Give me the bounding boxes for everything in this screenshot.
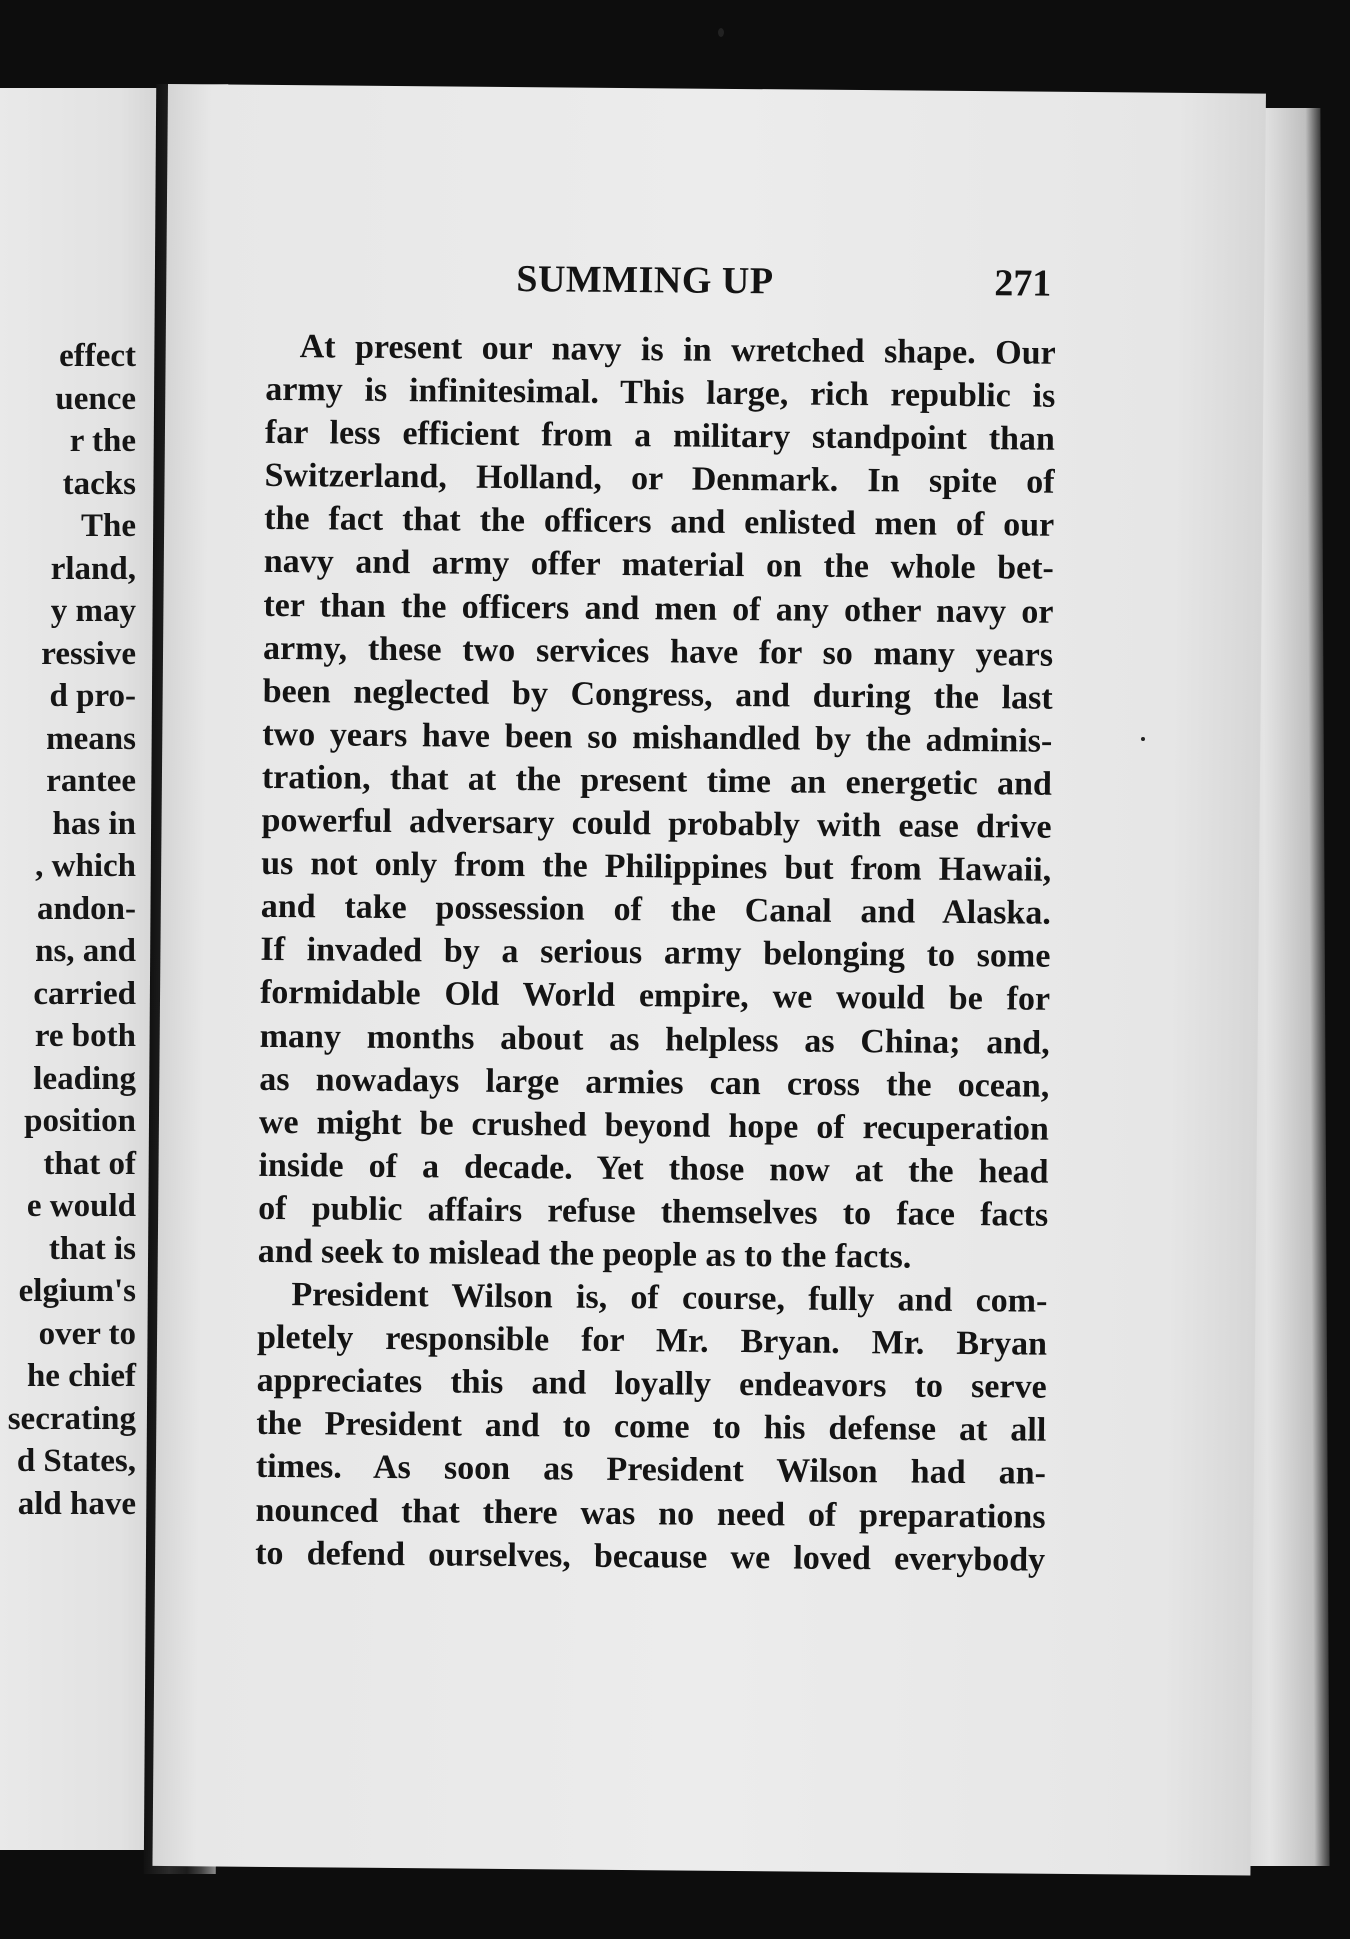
- text-line: At present our navy is in wretched shape. Our: [299, 328, 1056, 372]
- previous-page-line: e would: [26, 1188, 136, 1224]
- text-line: times. As soon as President Wilson had an-: [255, 1448, 1047, 1493]
- previous-page-line: r the: [69, 423, 136, 459]
- body-text: [255, 325, 1056, 1582]
- previous-page-line: over to: [38, 1315, 136, 1352]
- previous-page-line: d States,: [16, 1443, 136, 1479]
- text-line: nounced that there was no need of preparations: [255, 1491, 1046, 1536]
- text-line: as nowadays large armies can cross the ocean,: [259, 1060, 1050, 1105]
- text-line: ter than the officers and men of any other navy or: [263, 586, 1054, 631]
- previous-page-line: means: [46, 720, 136, 757]
- previous-page-line: ald have: [17, 1485, 136, 1522]
- text-line: formidable Old World empire, we would be for: [259, 974, 1051, 1019]
- previous-page-line: re both: [34, 1018, 136, 1054]
- book-page: [152, 84, 1266, 1876]
- previous-page-line: leading: [33, 1060, 136, 1097]
- previous-page-line: rantee: [46, 763, 136, 799]
- scan-speck: [718, 28, 724, 37]
- text-line: inside of a decade. Yet those now at the head: [258, 1146, 1049, 1191]
- text-line: army, these two services have for so many years: [262, 629, 1054, 674]
- previous-page-line: ressive: [41, 635, 136, 672]
- text-line: us not only from the Philippines but from Hawaii,: [261, 844, 1052, 889]
- previous-page-line: tacks: [62, 465, 136, 502]
- text-line: we might be crushed beyond hope of recuperation: [258, 1103, 1050, 1148]
- text-line: navy and army offer material on the whole bet-: [263, 543, 1054, 588]
- text-line: army is infinitesimal. This large, rich republic is: [265, 370, 1056, 415]
- previous-page-line: that is: [48, 1230, 136, 1267]
- previous-page-line: d pro-: [49, 678, 136, 714]
- previous-page-line: rland,: [50, 550, 136, 587]
- text-line: two years have been so mishandled by the adminis-: [262, 715, 1053, 760]
- previous-page-line: he chief: [26, 1358, 136, 1394]
- text-line: the President and to come to his defense at all: [256, 1405, 1047, 1450]
- previous-page-line: elgium's: [18, 1273, 136, 1309]
- page-number: 271: [994, 262, 1052, 305]
- previous-page-line: effect: [59, 338, 136, 374]
- text-line: If invaded by a serious army belonging to some: [260, 931, 1051, 976]
- previous-page-line: has in: [52, 805, 136, 842]
- previous-page-line: y may: [50, 593, 136, 629]
- previous-page-text: [0, 335, 136, 1525]
- text-line: the fact that the officers and enlisted men of our: [264, 500, 1055, 545]
- text-line: many months about as helpless as China; and,: [259, 1017, 1050, 1062]
- text-line: and take possession of the Canal and Alaska.: [260, 888, 1051, 932]
- text-line: far less efficient from a military standpoint than: [264, 414, 1056, 458]
- text-line: powerful adversary could probably with ease drive: [261, 801, 1052, 846]
- previous-page-line: ns, and: [35, 933, 136, 969]
- text-line: of public affairs refuse themselves to face facts: [258, 1189, 1049, 1234]
- text-line: President Wilson is, of course, fully and com-: [291, 1276, 1048, 1320]
- previous-page-line: andon-: [36, 890, 136, 927]
- previous-page-line: uence: [55, 380, 136, 417]
- text-line: tration, that at the present time an energetic and: [261, 758, 1053, 803]
- paragraph-1: [258, 325, 1056, 1280]
- running-head: [166, 254, 1264, 314]
- previous-page-line: position: [24, 1103, 136, 1139]
- text-line: pletely responsible for Mr. Bryan. Mr. Bryan: [256, 1318, 1048, 1363]
- scan-speck: [1141, 737, 1145, 741]
- previous-page-line: carried: [33, 975, 136, 1012]
- paragraph-2: [255, 1273, 1048, 1582]
- text-line: Switzerland, Holland, or Denmark. In spite of: [264, 457, 1055, 502]
- text-line: appreciates this and loyally endeavors to serve: [256, 1362, 1047, 1406]
- previous-page-line: The: [80, 508, 136, 544]
- previous-page-line: , which: [35, 848, 136, 884]
- text-line: to defend ourselves, because we loved everybody: [255, 1534, 1046, 1579]
- running-head-title: SUMMING UP: [516, 258, 774, 303]
- text-line: been neglected by Congress, and during the last: [262, 672, 1053, 717]
- previous-page-line: secrating: [7, 1400, 136, 1437]
- text-line: and seek to mislead the people as to the facts.: [257, 1232, 912, 1276]
- previous-page-line: that of: [43, 1145, 136, 1182]
